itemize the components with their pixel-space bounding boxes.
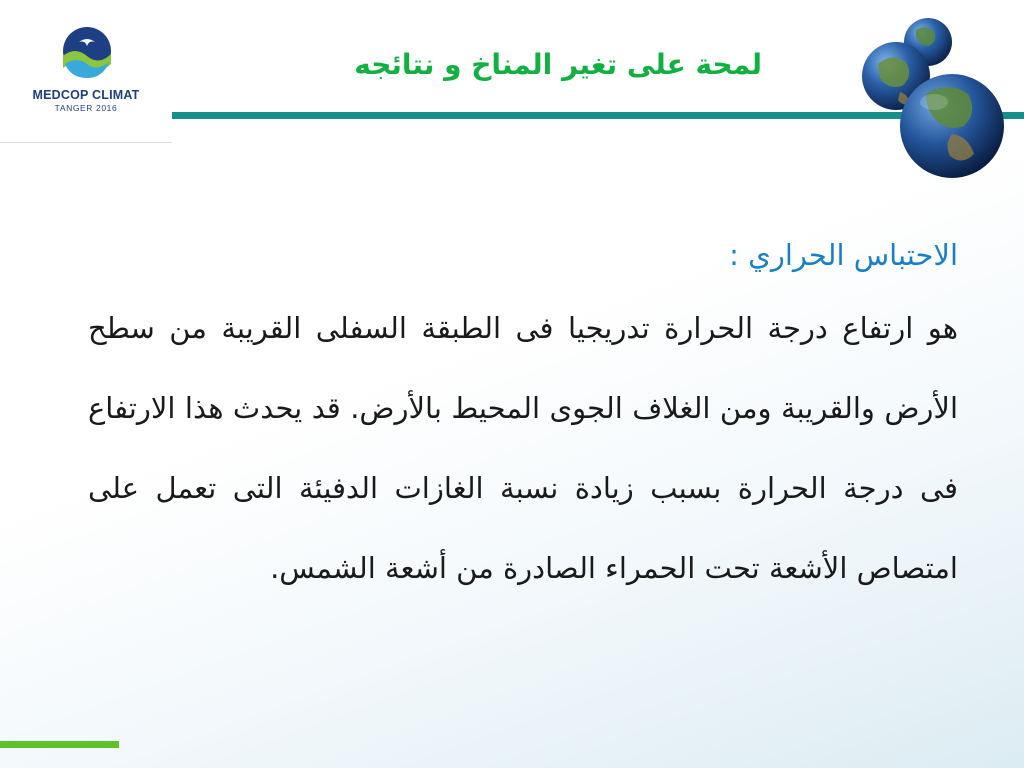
section-heading: الاحتباس الحراري :: [729, 238, 958, 272]
slide-body: [88, 238, 968, 608]
globes-icon: [856, 14, 1006, 184]
logo-title: MEDCOP CLIMAT: [32, 88, 140, 102]
footer-accent-bar: [0, 741, 119, 748]
medcop-emblem-icon: [57, 26, 117, 84]
body-paragraph: هو ارتفاع درجة الحرارة تدريجيا فى الطبقة السفلى القريبة من سطح الأرض والقريبة ومن الغلاف الجوى المحيط بالأرض. قد يحدث هذا الارتفاع فى درجة الحرارة بسبب زيادة نسبة الغازات الدفيئة التى تعمل على امتصاص الأشعة تحت الحمراء الصادرة من أشعة الشمس.: [88, 311, 958, 585]
logo-subtitle: TANGER 2016: [54, 103, 118, 113]
slide-title: لمحة على تغير المناخ و نتائجه: [354, 48, 762, 81]
logo-panel: [0, 0, 172, 143]
